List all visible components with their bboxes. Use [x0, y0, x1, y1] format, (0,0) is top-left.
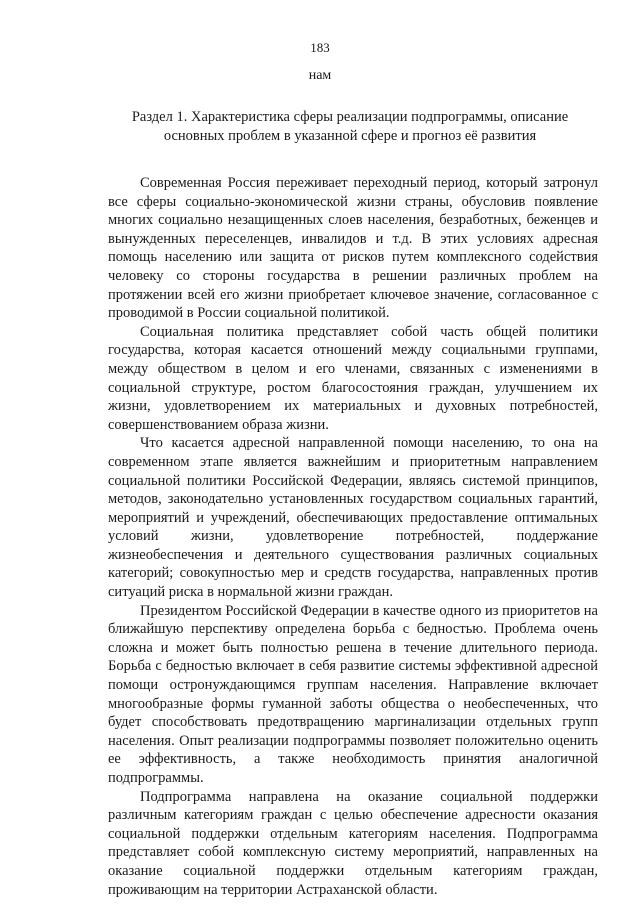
paragraph-3: Что касается адресной направленной помощи населению, то она на современном этапе является важнейшим и приоритетным направлением социальной политики Российской Федерации, являясь системой принципов, методов, законодательно установленных государством социальных гарантий, мероприятий и учреждений, обеспечивающих предоставление оптимальных условий жизни, удовлетворение потребностей, поддержание жизнеобеспечения и деятельного существования различных социальных категорий; совокупностью мер и средств государства, направленных против ситуаций риска в нормальной жизни граждан. [108, 435, 598, 601]
paragraph-4: Президентом Российской Федерации в качестве одного из приоритетов на ближайшую перспективу определена борьба с бедностью. Проблема очень сложна и может быть полностью решена в течение длительного периода. Борьба с бедностью включает в себя развитие системы эффективной адресной помощи остронуждающимся группам населения. Направление включает многообразные формы гуманной заботы общества о необеспеченных, что будет способствовать предотвращению маргинализации отдельных групп населения. Опыт реализации подпрограммы позволяет положительно оценить ее эффективность, а также необходимость принятия аналогичной подпрограммы. [108, 602, 598, 786]
paragraph-5: Подпрограмма направлена на оказание социальной поддержки различным категориям граждан с целью обеспечение адресности оказания социальной поддержки отдельным категориям населения. Подпрограмма представляет собой комплексную систему мероприятий, направленных на оказание социальной поддержки отдельным категориям граждан, проживающим на территории Астраханской области. [108, 788, 598, 898]
paragraph-1: Современная Россия переживает переходный период, который затронул все сферы социально-экономической жизни страны, обусловив появление многих социально незащищенных слоев населения, безработных, беженцев и вынужденных переселенцев, инвалидов и т.д. В этих условиях адресная помощь населению или защита от рисков путем комплексного содействия человеку со стороны государства в решении различных проблем на протяжении всей его жизни приобретает ключевое значение, согласованное с проводимой в России социальной политикой. [108, 175, 598, 322]
body-text [108, 174, 598, 899]
page-number: 183 [310, 40, 330, 55]
section-title: Раздел 1. Характеристика сферы реализации подпрограммы, описание основных проблем в указанной сфере и прогноз её развития [131, 109, 569, 144]
paragraph-2: Социальная политика представляет собой часть общей политики государства, которая касается отношений между социальными группами, между обществом в целом и его членами, связанных с изменениями в социальной структуре, ростом благосостояния граждан, улучшением их жизни, удовлетворением их материальных и духовных потребностей, совершенствованием образа жизни. [108, 323, 598, 433]
preceding-text-fragment: нам [308, 68, 332, 83]
